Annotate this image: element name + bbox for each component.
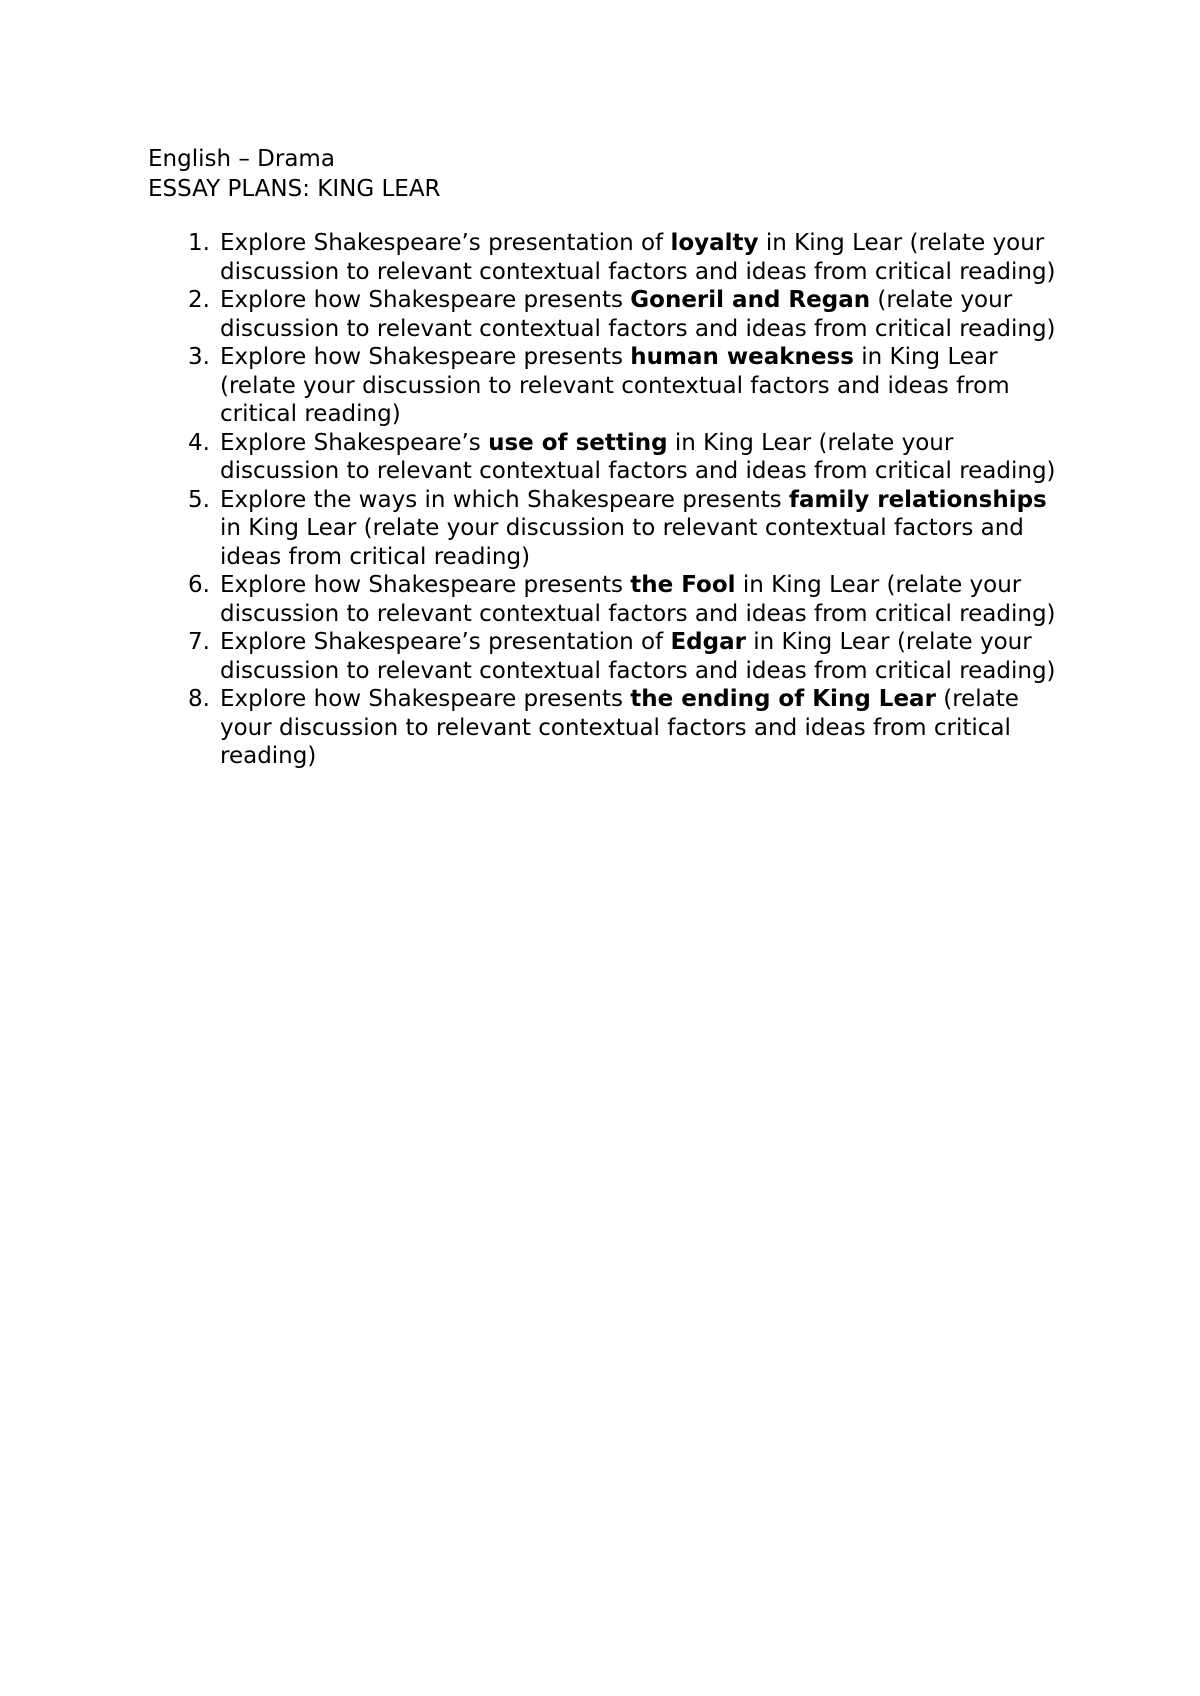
item-number: 7. [188, 629, 210, 655]
item-text [220, 287, 1056, 342]
item-text-emphasis: the ending of King Lear [630, 686, 936, 712]
item-text [220, 344, 1010, 427]
item-number: 4. [188, 429, 210, 456]
document-title: ESSAY PLANS: KING LEAR [148, 176, 441, 202]
item-text-tail: in King Lear (relate your discussion to relevant contextual factors and ideas from critical reading) [220, 572, 1056, 627]
item-text [220, 572, 1056, 627]
essay-plan-item [170, 429, 1070, 486]
essay-plan-item [170, 229, 1070, 286]
item-text-emphasis: the Fool [630, 572, 736, 598]
item-text-lead: Explore Shakespeare’s [220, 429, 489, 456]
item-text [220, 430, 1056, 485]
item-text-tail: in King Lear (relate your discussion to relevant contextual factors and ideas from critical reading) [220, 429, 1056, 484]
item-text-lead: Explore how Shakespeare presents [220, 287, 631, 313]
item-text-lead: Explore how Shakespeare presents [220, 344, 631, 370]
item-text [220, 230, 1056, 285]
item-text-emphasis: use of setting [488, 429, 668, 456]
essay-plan-item [170, 628, 1070, 685]
item-text-lead: Explore how Shakespeare presents [220, 686, 631, 712]
item-text-tail: in King Lear (relate your discussion to relevant contextual factors and ideas from critical reading) [220, 344, 1010, 427]
item-text-tail: in King Lear (relate your discussion to relevant contextual factors and ideas from critical reading) [220, 515, 1024, 570]
essay-plan-item [170, 343, 1070, 429]
item-text-tail: in King Lear (relate your discussion to relevant contextual factors and ideas from critical reading) [220, 629, 1056, 684]
essay-plan-list [170, 229, 1070, 771]
essay-plan-item [170, 486, 1070, 572]
essay-plan-item [170, 571, 1070, 628]
item-text-lead: Explore how Shakespeare presents [220, 572, 631, 598]
item-text-lead: Explore Shakespeare’s presentation of [220, 629, 671, 655]
item-text-tail: (relate your discussion to relevant contextual factors and ideas from critical reading) [220, 287, 1056, 342]
item-number: 2. [188, 287, 210, 313]
item-text-emphasis: family relationships [788, 486, 1047, 513]
item-text [220, 487, 1047, 570]
item-text-emphasis: Goneril and Regan [630, 287, 871, 313]
item-number: 5. [188, 486, 210, 513]
item-number: 6. [188, 572, 210, 598]
item-text-tail: in King Lear (relate your discussion to relevant contextual factors and ideas from critical reading) [220, 230, 1056, 285]
essay-plan-item [170, 685, 1070, 771]
item-text-lead: Explore the ways in which Shakespeare presents [220, 486, 789, 513]
item-number: 1. [188, 230, 210, 256]
essay-plan-item [170, 286, 1070, 343]
item-text-emphasis: Edgar [670, 629, 746, 655]
item-text-emphasis: loyalty [670, 230, 759, 256]
item-text-lead: Explore Shakespeare’s presentation of [220, 230, 671, 256]
subject-line: English – Drama [148, 146, 335, 172]
item-text [220, 629, 1056, 684]
document-header [148, 144, 441, 204]
item-text [220, 686, 1019, 769]
item-text-emphasis: human weakness [630, 344, 854, 370]
item-number: 3. [188, 344, 210, 370]
item-text-tail: (relate your discussion to relevant contextual factors and ideas from critical reading) [220, 686, 1019, 769]
item-number: 8. [188, 686, 210, 712]
